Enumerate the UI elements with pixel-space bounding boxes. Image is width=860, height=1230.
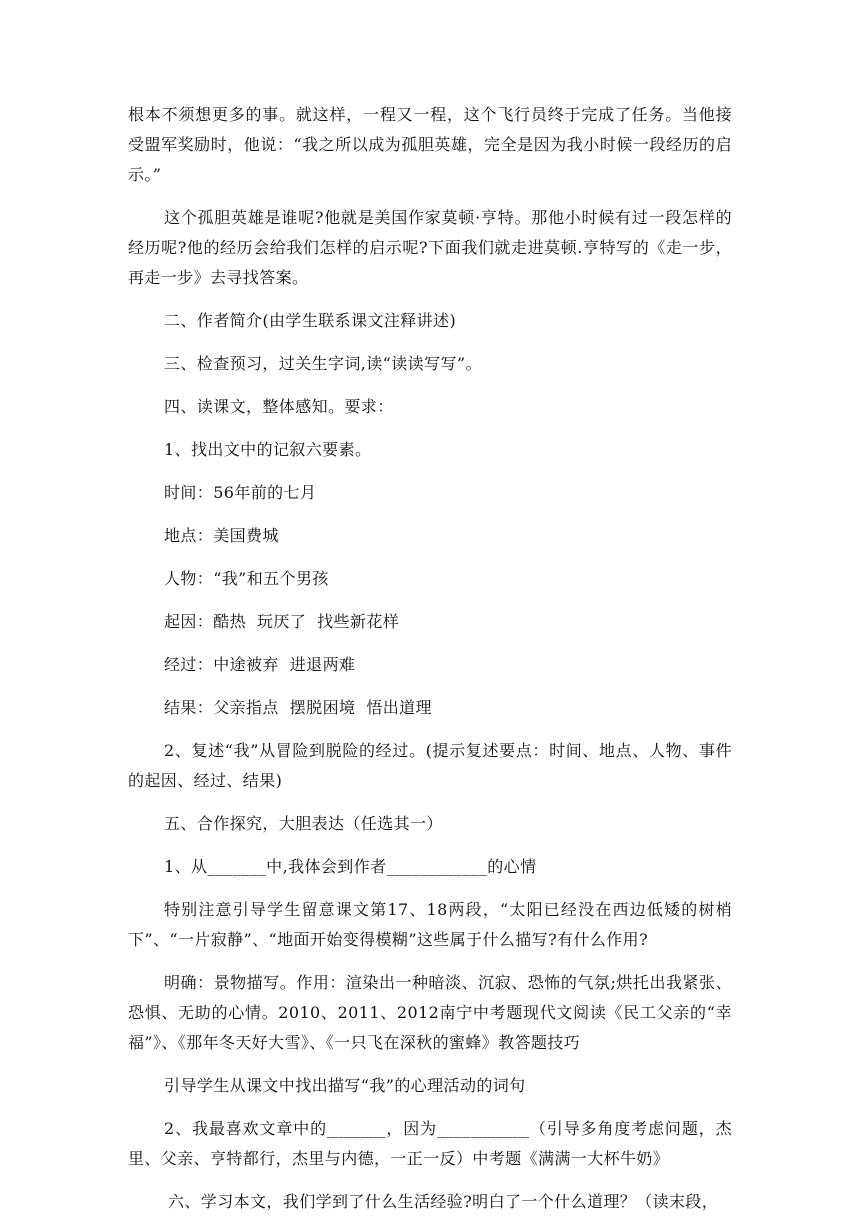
list-item-fill-blank-2: 2、我最喜欢文章中的_______，因为___________（引导多角度考虑问题，杰里、父亲、亨特都行，杰里与内德，一正一反）中考题《满满一大杯牛奶》 bbox=[128, 1119, 732, 1168]
section-heading-author: 二、作者简介(由学生联系课文注释讲述) bbox=[164, 311, 457, 330]
list-item-six-elements: 1、找出文中的记叙六要素。 bbox=[164, 440, 372, 459]
section-heading-reading: 四、读课文，整体感知。要求： bbox=[164, 397, 394, 416]
section-heading-preview: 三、检查预习，过关生字词,读“读读写写”。 bbox=[164, 354, 482, 373]
element-process: 经过：中途被弃 进退两难 bbox=[164, 655, 356, 674]
element-people: 人物：“我”和五个男孩 bbox=[164, 569, 329, 588]
paragraph-special-note: 特别注意引导学生留意课文第17、18两段，“太阳已经没在西边低矮的树梢下”、“一片寂静”、“地面开始变得模糊”这些属于什么描写?有什么作用? bbox=[128, 900, 732, 949]
paragraph-hero-question: 这个孤胆英雄是谁呢?他就是美国作家莫顿·亨特。那他小时候有过一段怎样的经历呢?他的经历会给我们怎样的启示呢?下面我们就走进莫顿.亨特写的《走一步，再走一步》去寻找答案。 bbox=[128, 208, 732, 287]
section-heading-explore: 五、合作探究，大胆表达（任选其一） bbox=[164, 814, 443, 833]
list-item-retell: 2、复述“我”从冒险到脱险的经过。(提示复述要点：时间、地点、人物、事件的起因、经过、结果) bbox=[128, 741, 732, 790]
paragraph-intro-continuation: 根本不须想更多的事。就这样，一程又一程，这个飞行员终于完成了任务。当他接受盟军奖励时，他说：“我之所以成为孤胆英雄，完全是因为我小时候一段经历的启示。” bbox=[128, 105, 732, 184]
element-result: 结果：父亲指点 摆脱困境 悟出道理 bbox=[164, 698, 432, 717]
section-heading-learning: 六、学习本文，我们学到了什么生活经验?明白了一个什么道理？（读末段， bbox=[168, 1192, 719, 1211]
list-item-fill-blank-1: 1、从_______中,我体会到作者____________的心情 bbox=[164, 857, 537, 876]
element-place: 地点：美国费城 bbox=[164, 526, 279, 545]
paragraph-guide: 引导学生从课文中找出描写“我”的心理活动的词句 bbox=[164, 1076, 526, 1095]
element-time: 时间：56年前的七月 bbox=[164, 483, 317, 502]
document-body bbox=[128, 100, 732, 1230]
paragraph-clarify: 明确：景物描写。作用：渲染出一种暗淡、沉寂、恐怖的气氛;烘托出我紧张、恐惧、无助的心情。2010、2011、2012南宁中考题现代文阅读《民工父亲的“幸福”》、《那年冬天好大雪》、《一只飞在深秋的蜜蜂》教答题技巧 bbox=[128, 973, 732, 1052]
element-cause: 起因：酷热 玩厌了 找些新花样 bbox=[164, 612, 400, 631]
